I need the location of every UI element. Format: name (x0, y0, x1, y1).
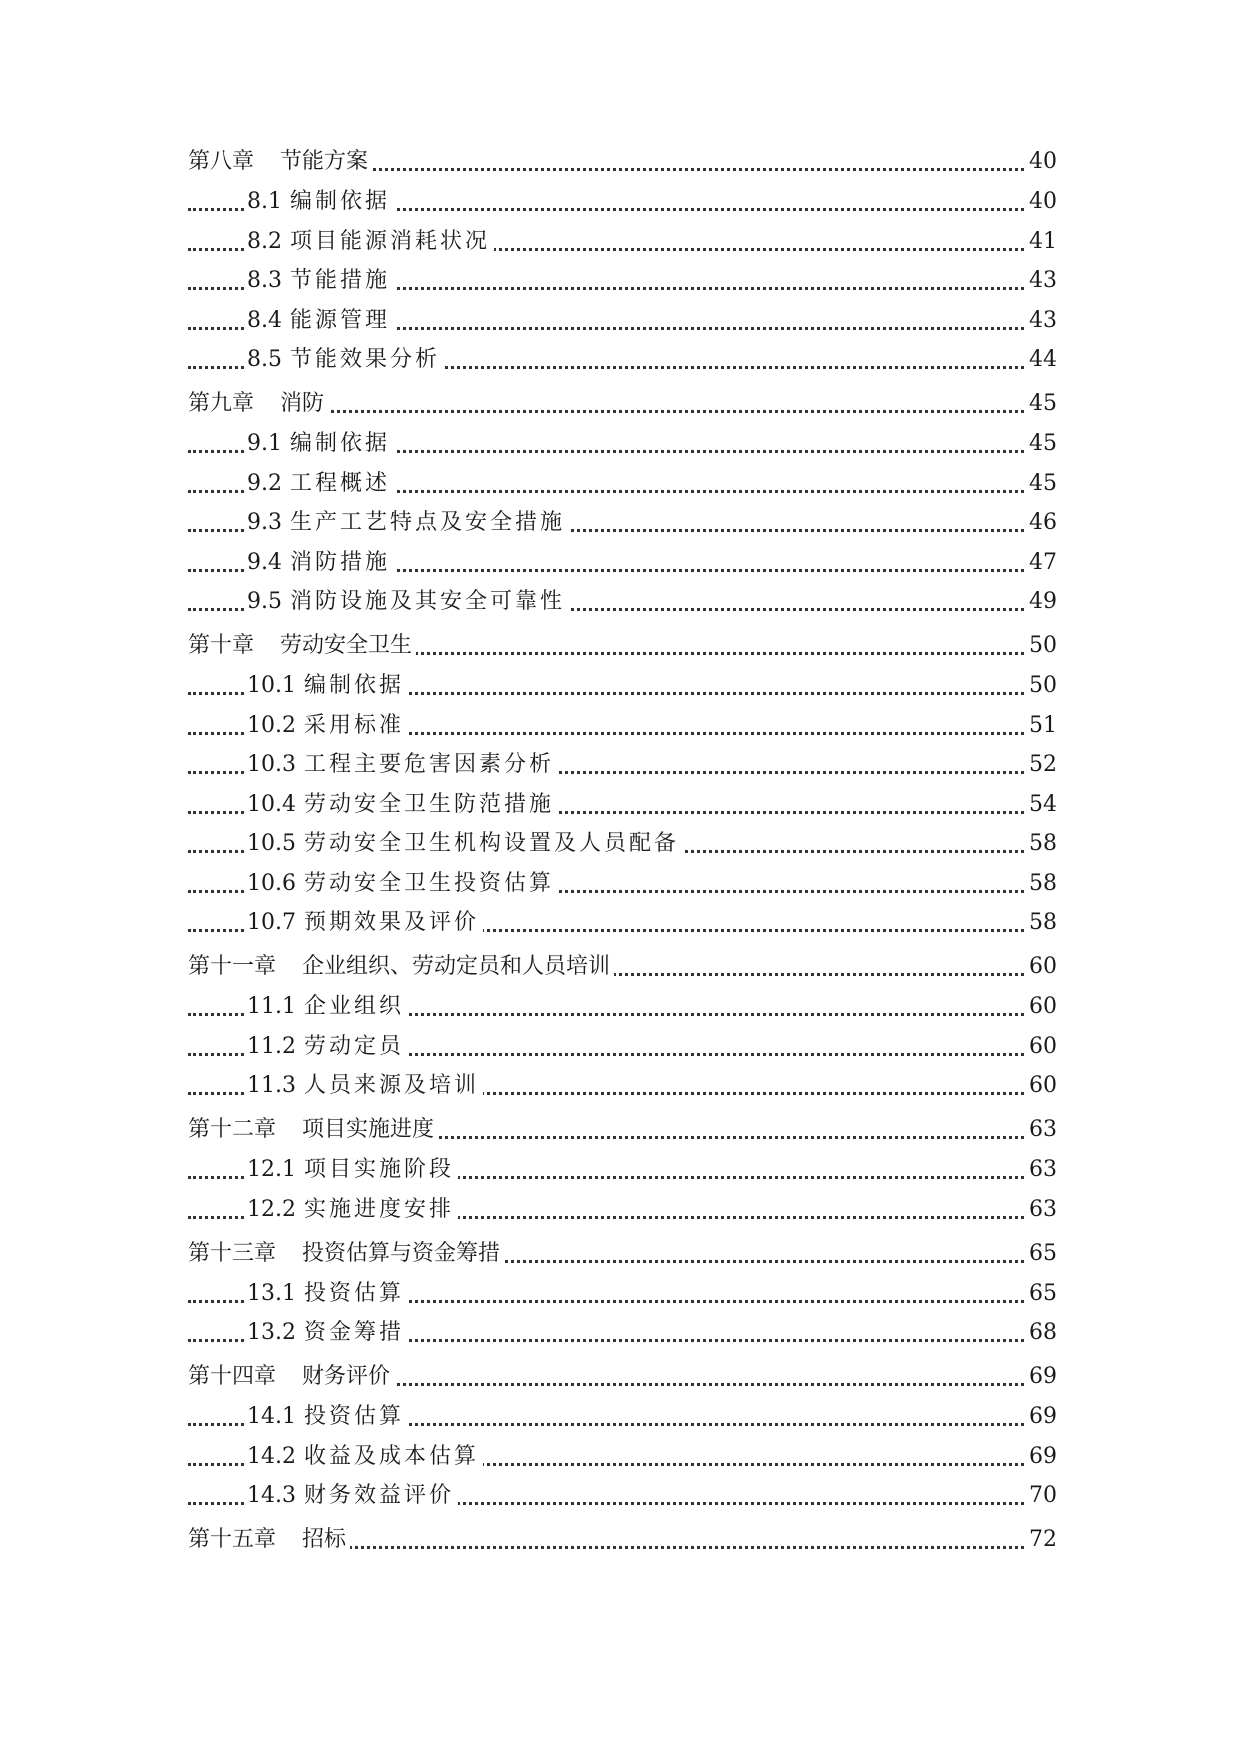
toc-entry-title: 生产工艺特点及安全措施 (290, 510, 566, 535)
toc-page-number: 54 (1025, 790, 1057, 820)
toc-entry-title: 消防设施及其安全可靠性 (290, 589, 566, 614)
toc-page-number: 58 (1025, 908, 1057, 938)
toc-chapter-entry[interactable] (0, 1525, 1241, 1555)
toc-entry-number: 9.1 (247, 431, 282, 456)
toc-entry-label (247, 790, 558, 820)
toc-entry-number: 10.4 (247, 792, 296, 817)
toc-page-number: 60 (1025, 1071, 1057, 1101)
toc-section-entry[interactable] (0, 1279, 1241, 1309)
toc-chapter-entry[interactable] (0, 1362, 1241, 1392)
toc-entry-title: 劳动安全卫生机构设置及人员配备 (303, 831, 679, 856)
toc-entry-title: 项目实施进度 (302, 1117, 435, 1142)
toc-entry-title: 投资估算 (303, 1404, 404, 1429)
toc-entry-title: 编制依据 (303, 673, 404, 698)
toc-entry-label (188, 1525, 350, 1555)
toc-chapter-entry[interactable] (0, 952, 1241, 982)
toc-entry-title: 财务效益评价 (303, 1483, 454, 1508)
toc-entry-number: 11.2 (247, 1034, 296, 1059)
toc-entry-label (188, 1115, 438, 1145)
toc-section-entry[interactable] (0, 1442, 1241, 1472)
toc-entry-title: 节能措施 (290, 268, 391, 293)
toc-entry-label (247, 345, 444, 375)
toc-entry-number: 13.1 (247, 1281, 296, 1306)
toc-page-number: 69 (1025, 1402, 1057, 1432)
toc-entry-number: 第八章 (188, 149, 255, 174)
toc-entry-label (247, 750, 558, 780)
toc-entry-label (247, 1032, 408, 1062)
toc-entry-number: 10.3 (247, 752, 296, 777)
toc-page-number: 43 (1025, 266, 1057, 296)
toc-entry-title: 项目实施阶段 (303, 1157, 454, 1182)
toc-entry-number: 8.2 (247, 229, 282, 254)
toc-entry-label (188, 1239, 504, 1269)
toc-entry-number: 8.1 (247, 189, 282, 214)
toc-entry-number: 8.4 (247, 308, 282, 333)
toc-entry-label (247, 671, 408, 701)
toc-entry-label (247, 711, 408, 741)
toc-section-entry[interactable] (0, 671, 1241, 701)
toc-page-number: 69 (1025, 1362, 1057, 1392)
toc-entry-title: 实施进度安排 (303, 1197, 454, 1222)
toc-entry-title: 编制依据 (290, 431, 391, 456)
toc-section-entry[interactable] (0, 306, 1241, 336)
toc-entry-number: 9.2 (247, 471, 282, 496)
toc-entry-label (247, 469, 394, 499)
toc-section-entry[interactable] (0, 227, 1241, 257)
toc-page-number: 40 (1025, 187, 1057, 217)
toc-entry-label (247, 1442, 483, 1472)
toc-section-entry[interactable] (0, 908, 1241, 938)
toc-chapter-entry[interactable] (0, 1115, 1241, 1145)
toc-entry-title: 人员来源及培训 (303, 1073, 479, 1098)
toc-entry-number: 第十五章 (188, 1527, 277, 1552)
toc-entry-title: 工程主要危害因素分析 (303, 752, 554, 777)
toc-page-number: 60 (1025, 992, 1057, 1022)
toc-entry-label (247, 429, 394, 459)
toc-section-entry[interactable] (0, 711, 1241, 741)
toc-entry-title: 企业组织 (303, 994, 404, 1019)
toc-entry-number: 第十三章 (188, 1241, 277, 1266)
toc-section-entry[interactable] (0, 790, 1241, 820)
toc-entry-label (247, 266, 394, 296)
toc-section-entry[interactable] (0, 1318, 1241, 1348)
toc-entry-number: 第十章 (188, 633, 255, 658)
toc-section-entry[interactable] (0, 187, 1241, 217)
toc-entry-title: 财务评价 (302, 1364, 391, 1389)
toc-page-number: 45 (1025, 429, 1057, 459)
toc-entry-label (247, 829, 683, 859)
toc-page-number: 65 (1025, 1279, 1057, 1309)
toc-entry-title: 劳动安全卫生投资估算 (303, 871, 554, 896)
toc-entry-title: 项目能源消耗状况 (290, 229, 491, 254)
toc-page-number: 45 (1025, 389, 1057, 419)
toc-entry-label (247, 1195, 458, 1225)
toc-entry-title: 工程概述 (290, 471, 391, 496)
toc-page-number: 52 (1025, 750, 1057, 780)
toc-chapter-entry[interactable] (0, 631, 1241, 661)
toc-section-entry[interactable] (0, 1481, 1241, 1511)
toc-entry-title: 劳动安全卫生 (280, 633, 413, 658)
toc-entry-number: 第十二章 (188, 1117, 277, 1142)
toc-page-number: 72 (1025, 1525, 1057, 1555)
toc-entry-number: 10.7 (247, 910, 296, 935)
toc-page-number: 65 (1025, 1239, 1057, 1269)
toc-section-entry[interactable] (0, 548, 1241, 578)
toc-chapter-entry[interactable] (0, 147, 1241, 177)
toc-entry-label (247, 306, 394, 336)
toc-entry-label (247, 1155, 458, 1185)
toc-entry-number: 13.2 (247, 1320, 296, 1345)
toc-page-number: 58 (1025, 869, 1057, 899)
toc-entry-title: 能源管理 (290, 308, 391, 333)
toc-entry-number: 12.1 (247, 1157, 296, 1182)
toc-section-entry[interactable] (0, 869, 1241, 899)
toc-entry-label (247, 869, 558, 899)
toc-page-number: 50 (1025, 631, 1057, 661)
toc-entry-title: 投资估算 (303, 1281, 404, 1306)
toc-entry-number: 10.5 (247, 831, 296, 856)
toc-entry-number: 10.2 (247, 713, 296, 738)
toc-entry-label (247, 992, 408, 1022)
toc-entry-label (188, 1362, 394, 1392)
toc-section-entry[interactable] (0, 508, 1241, 538)
toc-section-entry[interactable] (0, 829, 1241, 859)
toc-entry-label (247, 1481, 458, 1511)
toc-entry-number: 10.1 (247, 673, 296, 698)
toc-page-number: 63 (1025, 1195, 1057, 1225)
toc-entry-title: 节能方案 (280, 149, 369, 174)
toc-entry-title: 投资估算与资金筹措 (302, 1241, 501, 1266)
toc-entry-title: 消防措施 (290, 550, 391, 575)
toc-page-number: 41 (1025, 227, 1057, 257)
toc-entry-number: 第九章 (188, 391, 255, 416)
toc-entry-label (247, 1071, 483, 1101)
toc-section-entry[interactable] (0, 750, 1241, 780)
toc-entry-label (247, 1279, 408, 1309)
toc-page-number: 49 (1025, 587, 1057, 617)
toc-entry-title: 预期效果及评价 (303, 910, 479, 935)
toc-entry-number: 第十四章 (188, 1364, 277, 1389)
toc-page-number: 46 (1025, 508, 1057, 538)
toc-entry-number: 11.3 (247, 1073, 296, 1098)
toc-section-entry[interactable] (0, 469, 1241, 499)
toc-entry-label (188, 147, 372, 177)
toc-page-number: 43 (1025, 306, 1057, 336)
toc-section-entry[interactable] (0, 587, 1241, 617)
toc-entry-title: 消防 (280, 391, 325, 416)
toc-entry-number: 14.1 (247, 1404, 296, 1429)
toc-entry-label (247, 1402, 408, 1432)
toc-entry-number: 11.1 (247, 994, 296, 1019)
toc-entry-title: 采用标准 (303, 713, 404, 738)
toc-entry-label (188, 389, 328, 419)
toc-page-number: 50 (1025, 671, 1057, 701)
toc-chapter-entry[interactable] (0, 1239, 1241, 1269)
toc-entry-label (247, 587, 569, 617)
toc-entry-number: 第十一章 (188, 954, 277, 979)
toc-entry-title: 节能效果分析 (290, 347, 441, 372)
toc-section-entry[interactable] (0, 1402, 1241, 1432)
toc-page-number: 69 (1025, 1442, 1057, 1472)
toc-entry-label (247, 548, 394, 578)
toc-page-number: 47 (1025, 548, 1057, 578)
toc-section-entry[interactable] (0, 1071, 1241, 1101)
toc-entry-title: 收益及成本估算 (303, 1444, 479, 1469)
toc-entry-label (247, 508, 569, 538)
toc-section-entry[interactable] (0, 345, 1241, 375)
toc-section-entry[interactable] (0, 1155, 1241, 1185)
toc-entry-number: 9.3 (247, 510, 282, 535)
toc-page-number: 68 (1025, 1318, 1057, 1348)
toc-page-number: 60 (1025, 952, 1057, 982)
toc-entry-title: 招标 (302, 1527, 347, 1552)
toc-section-entry[interactable] (0, 992, 1241, 1022)
toc-entry-number: 9.4 (247, 550, 282, 575)
toc-entry-title: 编制依据 (290, 189, 391, 214)
toc-page-number: 40 (1025, 147, 1057, 177)
toc-page-number: 63 (1025, 1115, 1057, 1145)
toc-page-number: 70 (1025, 1481, 1057, 1511)
toc-entry-title: 劳动安全卫生防范措施 (303, 792, 554, 817)
toc-entry-number: 14.2 (247, 1444, 296, 1469)
toc-section-entry[interactable] (0, 429, 1241, 459)
toc-page-number: 58 (1025, 829, 1057, 859)
toc-page-number: 60 (1025, 1032, 1057, 1062)
toc-chapter-entry[interactable] (0, 389, 1241, 419)
toc-page-number: 51 (1025, 711, 1057, 741)
toc-page-number: 44 (1025, 345, 1057, 375)
toc-entry-number: 12.2 (247, 1197, 296, 1222)
toc-entry-number: 8.5 (247, 347, 282, 372)
toc-entry-title: 企业组织、劳动定员和人员培训 (302, 954, 611, 979)
toc-entry-label (247, 1318, 408, 1348)
toc-section-entry[interactable] (0, 266, 1241, 296)
toc-section-entry[interactable] (0, 1195, 1241, 1225)
toc-entry-label (247, 227, 494, 257)
toc-entry-label (247, 187, 394, 217)
toc-section-entry[interactable] (0, 1032, 1241, 1062)
toc-entry-label (188, 631, 416, 661)
toc-entry-label (247, 908, 483, 938)
toc-entry-label (188, 952, 614, 982)
toc-entry-title: 资金筹措 (303, 1320, 404, 1345)
toc-entry-number: 9.5 (247, 589, 282, 614)
toc-entry-number: 14.3 (247, 1483, 296, 1508)
toc-entry-number: 8.3 (247, 268, 282, 293)
toc-entry-number: 10.6 (247, 871, 296, 896)
toc-entry-title: 劳动定员 (303, 1034, 404, 1059)
toc-page-number: 45 (1025, 469, 1057, 499)
toc-page-number: 63 (1025, 1155, 1057, 1185)
